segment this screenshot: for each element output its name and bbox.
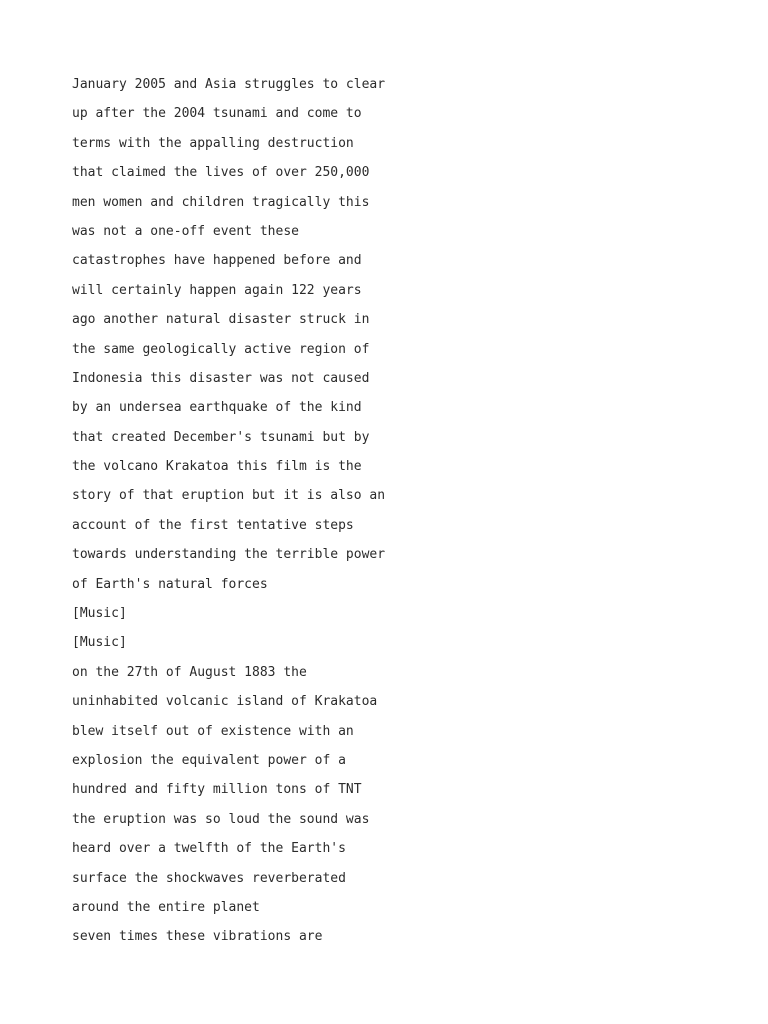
transcript-line: by an undersea earthquake of the kind [72, 400, 362, 416]
transcript-line: story of that eruption but it is also an [72, 488, 386, 504]
transcript-line: blew itself out of existence with an [72, 723, 354, 739]
transcript-line: terms with the appalling destruction [72, 135, 354, 151]
transcript-line: hundred and fifty million tons of TNT [72, 782, 362, 798]
transcript-line: the volcano Krakatoa this film is the [72, 459, 362, 475]
transcript-line: around the entire planet [72, 899, 260, 915]
transcript-line: January 2005 and Asia struggles to clear [72, 77, 386, 92]
transcript-line: [Music] [72, 606, 127, 622]
transcript-line: explosion the equivalent power of a [72, 752, 346, 768]
transcript-line: that created December's tsunami but by [72, 429, 370, 445]
transcript-line: seven times these vibrations are [72, 929, 323, 945]
transcript-line: of Earth's natural forces [72, 576, 268, 592]
transcript-line: the eruption was so loud the sound was [72, 811, 370, 827]
transcript-line: up after the 2004 tsunami and come to [72, 106, 362, 122]
transcript-line: men women and children tragically this [72, 194, 370, 210]
transcript-line: the same geologically active region of [72, 341, 370, 357]
transcript-line: ago another natural disaster struck in [72, 312, 370, 328]
transcript-line: on the 27th of August 1883 the [72, 664, 307, 680]
transcript-line: uninhabited volcanic island of Krakatoa [72, 694, 378, 710]
transcript-line: surface the shockwaves reverberated [72, 870, 346, 886]
transcript-line: towards understanding the terrible power [72, 547, 386, 563]
transcript-line: account of the first tentative steps [72, 517, 354, 533]
transcript-line: [Music] [72, 635, 127, 651]
transcript-line: that claimed the lives of over 250,000 [72, 165, 370, 181]
transcript-line: catastrophes have happened before and [72, 253, 362, 269]
transcript-text [72, 70, 732, 952]
transcript-line: Indonesia this disaster was not caused [72, 370, 370, 386]
transcript-line: will certainly happen again 122 years [72, 282, 362, 298]
transcript-line: heard over a twelfth of the Earth's [72, 841, 346, 857]
transcript-line: was not a one-off event these [72, 223, 299, 239]
